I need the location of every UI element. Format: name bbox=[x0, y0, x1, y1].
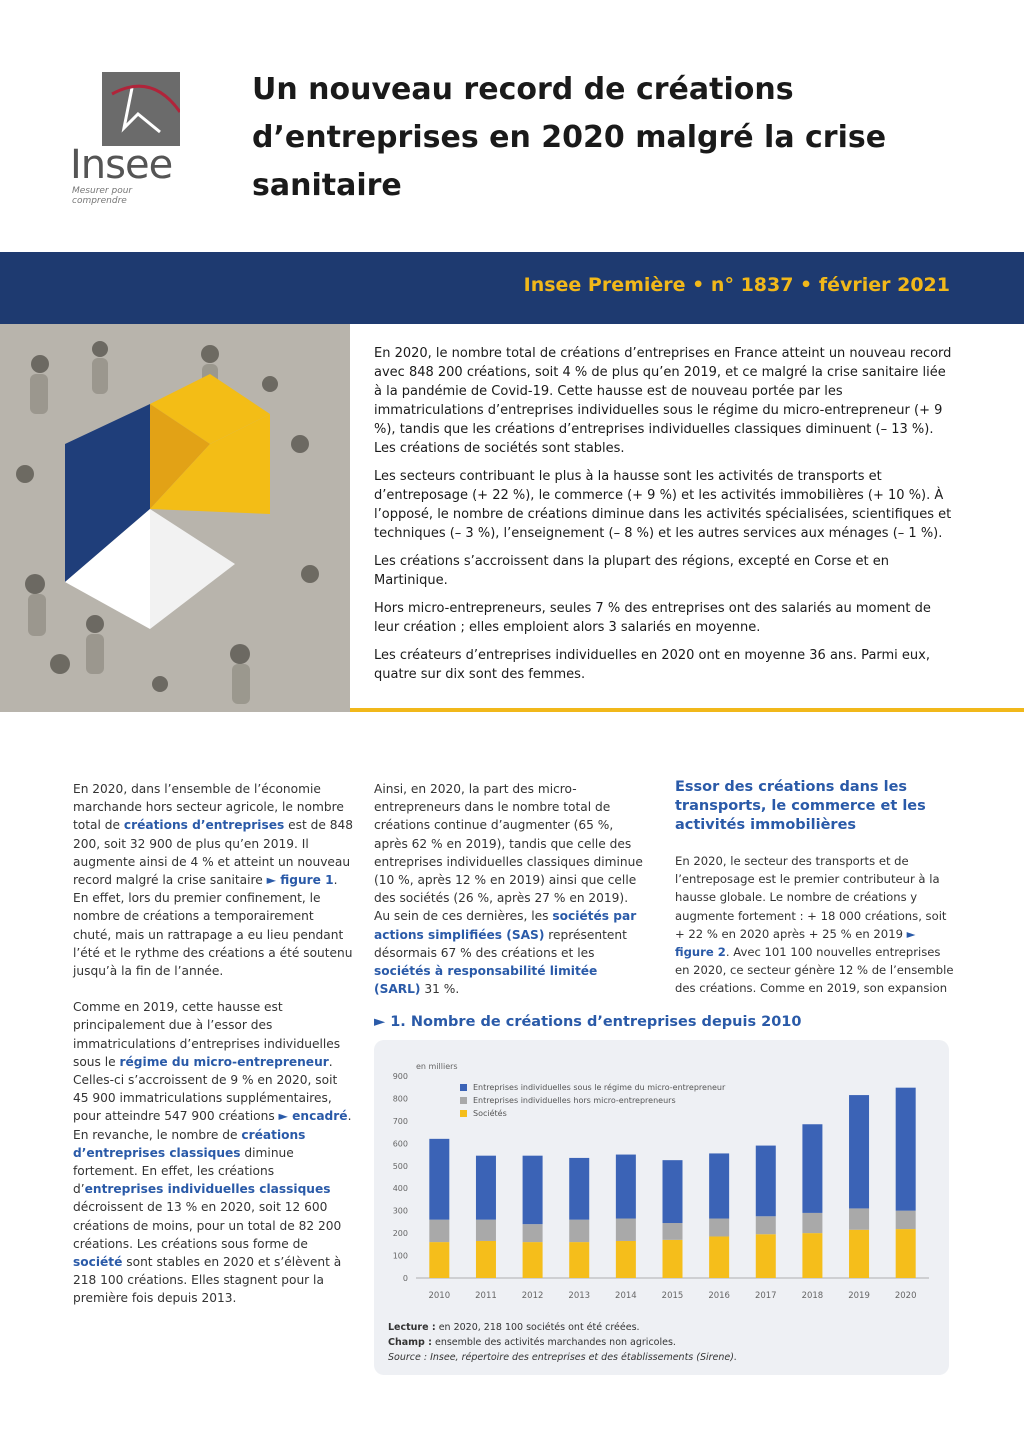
y-tick-label: 400 bbox=[392, 1184, 408, 1194]
link-figure-1[interactable]: ► figure 1 bbox=[266, 873, 334, 888]
bar-segment bbox=[756, 1146, 776, 1217]
bar-segment bbox=[896, 1211, 916, 1229]
body-paragraph bbox=[675, 852, 957, 998]
champ-label: Champ : bbox=[388, 1337, 432, 1348]
bar-segment bbox=[709, 1219, 729, 1237]
text-run: . Celles-ci s’accroissent de 9 % en 2020, soit 45 900 immatriculations supplémentaires, pour atteindre 547 900 créations bbox=[73, 1054, 338, 1124]
legend-swatch bbox=[460, 1097, 467, 1104]
link-sas[interactable]: sociétés par actions simplifiées (SAS) bbox=[374, 909, 637, 942]
text-run: En 2020, le secteur des transports et de l’entreposage est le premier contributeur à la hausse globale. Le nombre de créations y augmente fortement : + 18 000 créations, soit + 22 % en 2020 après + 25 % en 2019 bbox=[675, 854, 947, 941]
summary-paragraph: Les secteurs contribuant le plus à la hausse sont les activités de transports et d’entreposage (+ 22 %), le commerce (+ 9 %) et les activités immobilières (+ 10 %). À l’opposé, le nombre de créations diminue dans les activités spécialisées, scientifiques et techniques (– 3 %), l’enseignement (– 8 %) et les autres services aux ménages (– 1 %). bbox=[374, 469, 952, 541]
cover-photo bbox=[0, 324, 350, 712]
bar-segment bbox=[663, 1160, 683, 1223]
figure-champ bbox=[388, 1335, 943, 1350]
bar-segment bbox=[569, 1220, 589, 1242]
text-run: décroissent de 13 % en 2020, soit 12 600 créations de moins, pour un total de 82 200 créations. Les créations sous forme de bbox=[73, 1200, 342, 1251]
section-heading: Essor des créations dans les transports, le commerce et les activités immobilières bbox=[675, 779, 926, 833]
link-creations-entreprises[interactable]: créations d’entreprises bbox=[123, 818, 285, 833]
bar-segment bbox=[802, 1233, 822, 1278]
bar-segment bbox=[429, 1220, 449, 1242]
y-axis-label: en milliers bbox=[416, 1062, 458, 1071]
summary-paragraph: En 2020, le nombre total de créations d’entreprises en France atteint un nouveau record avec 848 200 créations, soit 4 % de plus qu’en 2019, et ce malgré la crise sanitaire liée à la pandémie de Covid-19. Cette hausse est de nouveau portée par les immatriculations d’entreprises individuelles sous le régime du micro-entrepreneur (+ 9 %), tandis que les créations d’entreprises individuelles classiques diminuent (– 13 %). Les créations de sociétés sont stables. bbox=[374, 346, 952, 456]
bar-segment bbox=[476, 1241, 496, 1278]
bar-segment bbox=[523, 1224, 543, 1242]
link-regime-micro-entrepreneur[interactable]: régime du micro-entrepreneur bbox=[119, 1054, 329, 1069]
logo-wordmark: Insee bbox=[70, 142, 173, 188]
x-tick-label: 2013 bbox=[568, 1291, 591, 1301]
link-figure-2[interactable]: ► figure 2 bbox=[675, 926, 916, 960]
x-tick-label: 2017 bbox=[754, 1291, 777, 1301]
legend-swatch bbox=[460, 1084, 467, 1091]
link-creations-classiques[interactable]: créations d’entreprises classiques bbox=[73, 1127, 306, 1160]
x-tick-label: 2015 bbox=[661, 1291, 684, 1301]
link-sarl[interactable]: sociétés à responsabilité limitée (SARL) bbox=[374, 964, 598, 997]
bar-segment bbox=[523, 1156, 543, 1224]
bar-segment bbox=[802, 1124, 822, 1213]
bar-segment bbox=[523, 1242, 543, 1278]
y-tick-label: 900 bbox=[392, 1072, 408, 1081]
bar-segment bbox=[476, 1220, 496, 1241]
bar-segment bbox=[569, 1242, 589, 1278]
x-tick-label: 2016 bbox=[708, 1291, 730, 1301]
text-run: diminue fortement. En effet, les créations d’ bbox=[73, 1145, 294, 1197]
lecture-label: Lecture : bbox=[388, 1322, 436, 1333]
body-paragraph bbox=[73, 998, 353, 1307]
x-tick-label: 2018 bbox=[801, 1291, 824, 1301]
x-tick-label: 2020 bbox=[894, 1291, 917, 1301]
bar-segment bbox=[896, 1229, 916, 1278]
bar-segment bbox=[756, 1216, 776, 1234]
link-societe[interactable]: société bbox=[73, 1255, 123, 1270]
text-run: 31 %. bbox=[420, 982, 460, 997]
text-run: . En revanche, le nombre de bbox=[73, 1109, 352, 1142]
text-run: Comme en 2019, cette hausse est principalement due à l’essor des immatriculations d’entreprises individuelles sous le bbox=[73, 1000, 341, 1069]
legend-label: Sociétés bbox=[473, 1109, 507, 1118]
text-run: . En effet, lors du premier confinement, le nombre de créations a temporairement chuté, mais un rattrapage a eu lieu pendant l’été et le rythme des créations a été soutenu jusqu’à la fin de l’année. bbox=[73, 873, 353, 979]
y-tick-label: 100 bbox=[392, 1251, 408, 1261]
bar-segment bbox=[849, 1230, 869, 1278]
bar-segment bbox=[429, 1139, 449, 1220]
figure-notes bbox=[388, 1320, 943, 1365]
x-tick-label: 2010 bbox=[428, 1291, 451, 1301]
x-tick-label: 2011 bbox=[475, 1291, 497, 1301]
summary bbox=[374, 344, 952, 693]
logo-tagline: Mesurer pour comprendre bbox=[72, 186, 133, 206]
bar-segment bbox=[849, 1208, 869, 1229]
summary-paragraph: Hors micro-entrepreneurs, seules 7 % des entreprises ont des salariés au moment de leur création ; elles emploient alors 3 salariés en moyenne. bbox=[374, 601, 931, 635]
bar-segment bbox=[709, 1236, 729, 1278]
publication-reference: Insee Première • n° 1837 • février 2021 bbox=[523, 274, 950, 296]
summary-divider bbox=[350, 708, 1024, 712]
bar-segment bbox=[709, 1153, 729, 1218]
x-tick-label: 2019 bbox=[848, 1291, 870, 1301]
cover-illustration bbox=[0, 324, 350, 712]
bar-segment bbox=[429, 1242, 449, 1278]
bar-segment bbox=[616, 1241, 636, 1278]
link-encadre[interactable]: ► encadré bbox=[278, 1109, 348, 1124]
bar-segment bbox=[663, 1223, 683, 1240]
link-entreprises-individuelles-classiques[interactable]: entreprises individuelles classiques bbox=[84, 1182, 331, 1197]
y-tick-label: 800 bbox=[392, 1094, 408, 1104]
legend-label: Entreprises individuelles sous le régime du micro-entrepreneur bbox=[473, 1083, 726, 1092]
y-tick-label: 500 bbox=[392, 1161, 408, 1171]
bar-segment bbox=[802, 1213, 822, 1233]
bar-segment bbox=[569, 1158, 589, 1220]
y-tick-label: 700 bbox=[392, 1116, 408, 1126]
bar-segment bbox=[616, 1155, 636, 1219]
text-run: . Avec 101 100 nouvelles entreprises en 2020, ce secteur génère 12 % de l’ensemble des créations. Comme en 2019, son expansion bbox=[675, 945, 954, 996]
body-paragraph bbox=[374, 780, 646, 998]
x-tick-label: 2012 bbox=[521, 1291, 544, 1301]
y-tick-label: 300 bbox=[392, 1206, 408, 1216]
text-run: représentent désormais 67 % des créations et les bbox=[374, 927, 627, 960]
summary-paragraph: Les créateurs d’entreprises individuelles en 2020 ont en moyenne 36 ans. Parmi eux, quatre sur dix sont des femmes. bbox=[374, 648, 930, 682]
bar-segment bbox=[849, 1095, 869, 1208]
text-run: sont stables en 2020 et s’élèvent à 218 100 créations. Elles stagnent pour la première fois depuis 2013. bbox=[73, 1255, 342, 1306]
text-run: Ainsi, en 2020, la part des micro-entrepreneurs dans le nombre total de créations continue d’augmenter (65 %, après 62 % en 2019), tandis que celle des entreprises individuelles classiques diminue (10 %, après 12 % en 2019) ainsi que celle des sociétés (26 %, après 27 % en 2019). Au sein de ces dernières, les bbox=[374, 782, 643, 924]
y-tick-label: 600 bbox=[392, 1139, 408, 1149]
legend-label: Entreprises individuelles hors micro-entrepreneurs bbox=[473, 1096, 676, 1105]
text-run: En 2020, dans l’ensemble de l’économie marchande hors secteur agricole, le nombre total de bbox=[73, 782, 344, 833]
legend-swatch bbox=[460, 1110, 467, 1117]
text-run: est de 848 200, soit 32 900 de plus qu’en 2019. Il augmente ainsi de 4 % et atteint un nouveau record malgré la crise sanitaire bbox=[73, 818, 353, 888]
logo-mark bbox=[102, 72, 180, 146]
champ-text: ensemble des activités marchandes non agricoles. bbox=[431, 1337, 676, 1348]
body-paragraph bbox=[73, 780, 353, 980]
page-title: Un nouveau record de créations d’entreprises en 2020 malgré la crise sanitaire bbox=[252, 72, 887, 203]
bar-segment bbox=[476, 1156, 496, 1220]
bar-segment bbox=[616, 1219, 636, 1241]
y-tick-label: 200 bbox=[392, 1229, 408, 1239]
bar-segment bbox=[896, 1088, 916, 1211]
body-column-1 bbox=[73, 780, 353, 1326]
body-column-3 bbox=[675, 852, 957, 998]
bar-chart bbox=[374, 1040, 949, 1310]
figure-lecture bbox=[388, 1320, 943, 1335]
lecture-text: en 2020, 218 100 sociétés ont été créées. bbox=[435, 1322, 640, 1333]
figure-source: Source : Insee, répertoire des entreprises et des établissements (Sirene). bbox=[388, 1352, 737, 1363]
bar-segment bbox=[663, 1240, 683, 1278]
summary-paragraph: Les créations s’accroissent dans la plupart des régions, excepté en Corse et en Martinique. bbox=[374, 554, 889, 588]
insee-logo bbox=[70, 70, 185, 206]
bar-segment bbox=[756, 1234, 776, 1278]
figure-title: ► 1. Nombre de créations d’entreprises depuis 2010 bbox=[374, 1014, 802, 1030]
x-tick-label: 2014 bbox=[615, 1291, 637, 1301]
y-tick-label: 0 bbox=[402, 1274, 408, 1283]
body-column-2 bbox=[374, 780, 646, 1016]
